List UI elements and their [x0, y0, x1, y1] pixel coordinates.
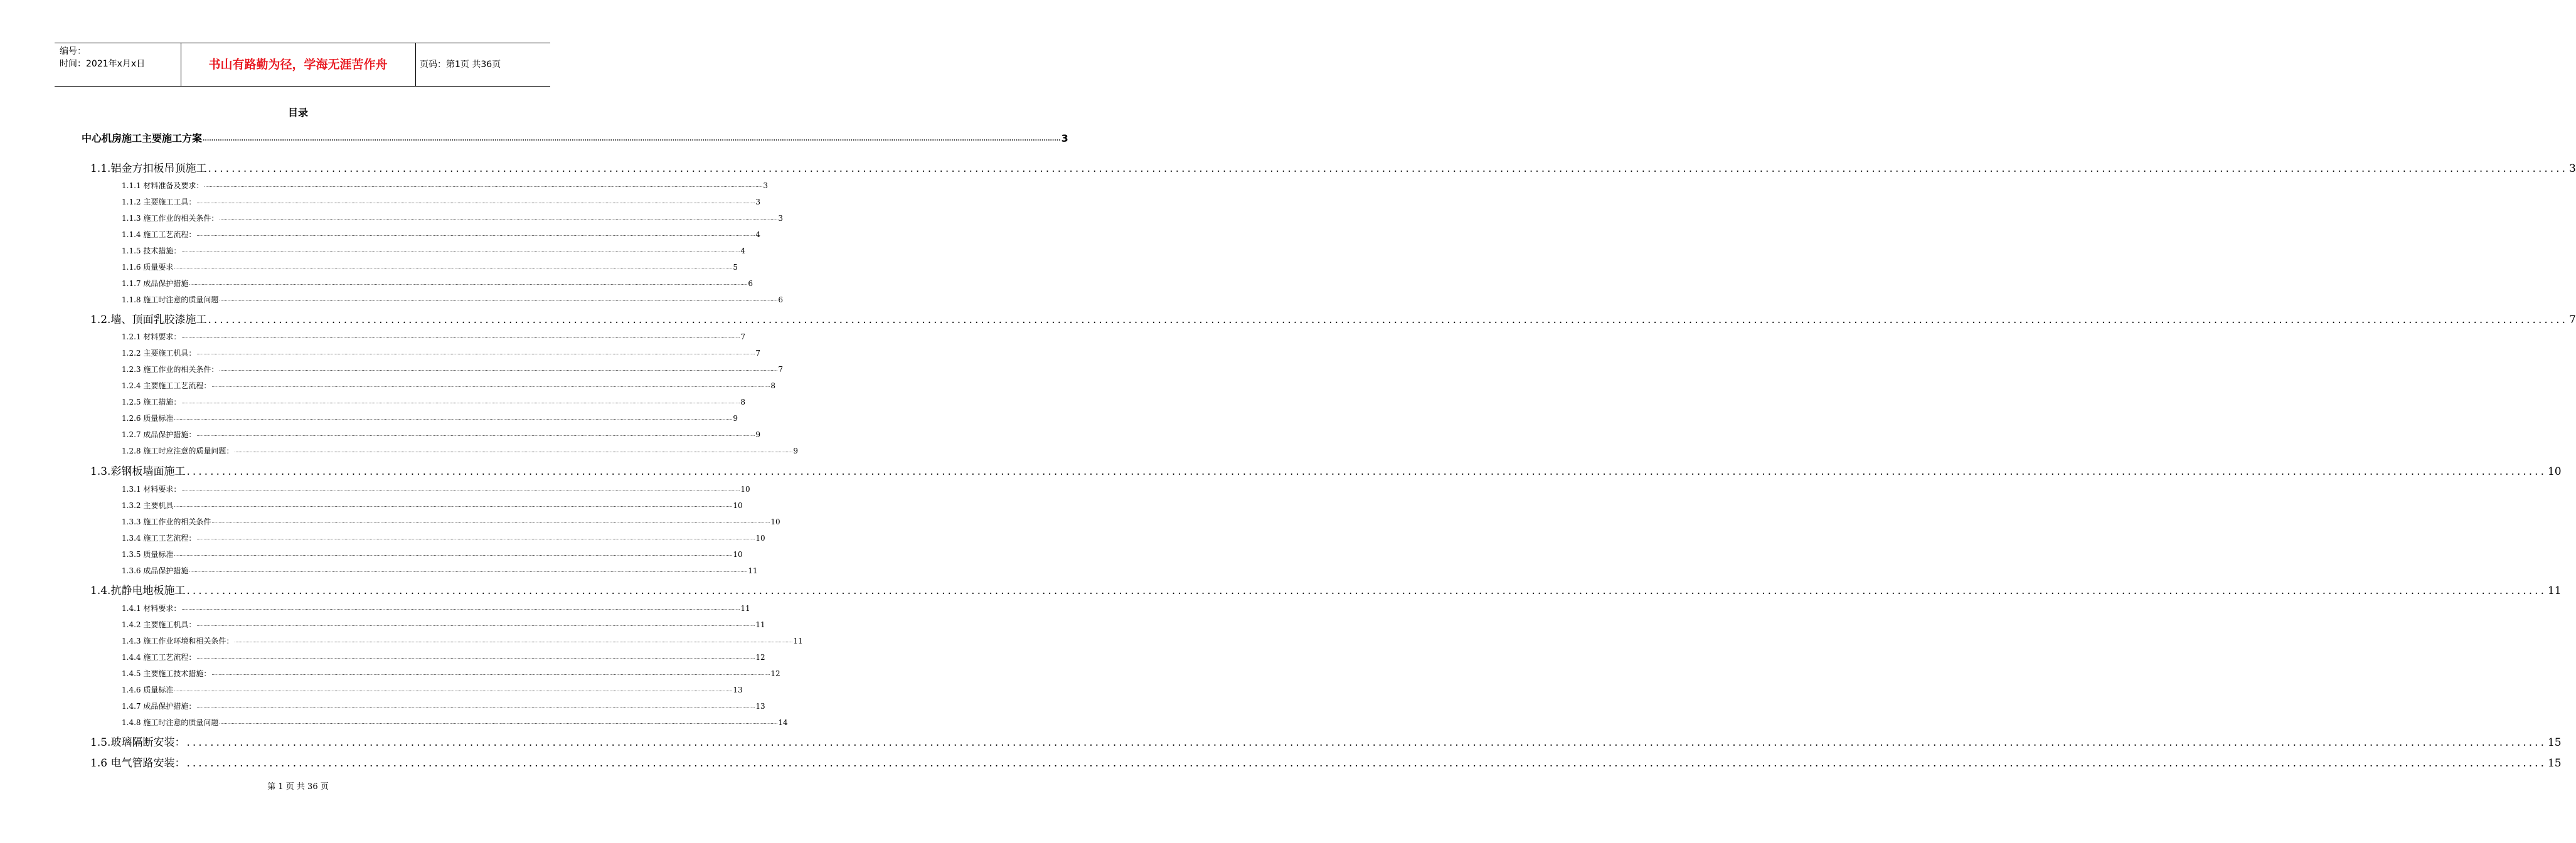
toc-entry-label: 1.2.2 主要施工机具： [122, 349, 196, 358]
toc-entry-label: 1.1.5 技术措施： [122, 247, 181, 255]
toc-entry-page-number: 10 [733, 550, 743, 559]
toc-entry-label: 1.2.8 施工时应注意的质量问题： [122, 447, 234, 455]
toc-entry-level-2[interactable] [90, 311, 2576, 327]
toc-entry-page-number: 6 [778, 295, 784, 304]
toc-dot-leader: ................................................................................................................................................................................................................................................................................................................................................................................................................ [174, 687, 733, 692]
toc-entry-page-number: 15 [2547, 736, 2562, 749]
toc-entry-level-3[interactable] [122, 180, 769, 191]
toc-entry-page-number: 9 [733, 414, 738, 423]
toc-entry-page-number: 4 [740, 247, 746, 255]
toc-entry-page-number: 7 [778, 365, 784, 374]
toc-entry-label: 1.1.2 主要施工工具： [122, 198, 196, 206]
toc-entry-level-3[interactable] [122, 565, 758, 576]
toc-dot-leader: ................................................................................................................................................................................................................................................................................................................................................................................................................ [181, 400, 740, 405]
toc-entry-label: 1.1.4 施工工艺流程： [122, 230, 196, 239]
toc-dot-leader: ................................................................................................................................................................................................................................................................................................................................................................................................................ [203, 136, 1061, 142]
toc-entry-label: 1.3.2 主要机具 [122, 501, 174, 510]
toc-entry-label: 1.4.2 主要施工机具： [122, 620, 196, 629]
toc-entry-level-3[interactable] [122, 347, 761, 359]
toc-entry-label: 1.1.6 质量要求 [122, 263, 174, 272]
toc-dot-leader: ................................................................................................................................................................................................................................................................................................................................................................................................................ [196, 536, 755, 541]
toc-dot-leader: ................................................................................................................................................................................................................................................................................................................................................................................................................ [174, 552, 733, 557]
toc-entry-page-number: 11 [755, 620, 765, 629]
toc-dot-leader: ................................................................................................................................................................................................................................................................................................................................................................................................................ [196, 351, 755, 356]
toc-dot-leader: ................................................................................................................................................................................................................................................................................................................................................................................................................ [234, 448, 793, 453]
toc-entry-label: 1.3.1 材料要求： [122, 485, 181, 494]
toc-entry-label: 1.6 电气管路安装： [90, 757, 186, 770]
toc-entry-page-number: 8 [770, 381, 776, 390]
toc-entry-label: 1.4.6 质量标准 [122, 686, 174, 694]
toc-entry-page-number: 11 [740, 604, 750, 613]
toc-dot-leader: ................................................................................................................................................................................................................................................................................................................................................................................................................ [196, 622, 755, 627]
toc-entry-label: 1.3.3 施工作业的相关条件 [122, 517, 211, 526]
toc-entry-label: 1.2.3 施工作业的相关条件： [122, 365, 219, 374]
page-title: 目录 [287, 107, 308, 119]
toc-entry-label: 1.4.4 施工工艺流程： [122, 653, 196, 662]
toc-entry-level-3[interactable] [122, 500, 743, 511]
toc-dot-leader: ................................................................................................................................................................................................................................................................................................................................................................................................................ [211, 519, 770, 524]
toc-entry-page-number: 11 [748, 566, 758, 575]
toc-entry-level-3[interactable] [122, 635, 803, 647]
toc-entry-level-3[interactable] [122, 413, 738, 424]
toc-entry-level-3[interactable] [122, 701, 765, 712]
toc-entry-page-number: 10 [733, 501, 743, 510]
toc-dot-leader: ................................................................................................................................................................................................................................................................................................................................................................................................................ [234, 639, 793, 644]
toc-entry-page-number: 7 [755, 349, 761, 358]
toc-entry-level-3[interactable] [122, 396, 746, 408]
toc-dot-leader: ................................................................................................................................................................................................................................................................................................................................................................................................................ [181, 606, 740, 611]
number-label: 编号： [60, 46, 86, 56]
document-header [55, 43, 550, 87]
toc-entry-level-3[interactable] [122, 213, 784, 224]
toc-entry-label: 1.3.4 施工工艺流程： [122, 534, 196, 543]
toc-dot-leader: ................................................................................................................................................................................................................................................................................................................................................................................................................ [196, 704, 755, 709]
toc-entry-level-3[interactable] [122, 364, 784, 375]
header-divider [415, 43, 416, 86]
toc-entry-level-3[interactable] [122, 484, 750, 495]
toc-entry-label: 1.4.抗静电地板施工 [90, 585, 186, 597]
toc-entry-page-number: 13 [755, 702, 765, 711]
toc-entry-level-2[interactable] [90, 463, 2562, 479]
toc-entry-label: 1.1.铝金方扣板吊顶施工 [90, 162, 207, 175]
toc-entry-level-3[interactable] [122, 668, 780, 679]
toc-dot-leader: ................................................................................................................................................................................................................................................................................................................................................................................................................ [219, 720, 778, 725]
toc-dot-leader: ................................................................................................................................................................................................................................................................................................................................................................................................................ [208, 162, 2568, 175]
toc-entry-level-3[interactable] [122, 294, 784, 305]
toc-entry-label: 1.2.5 施工措施： [122, 398, 181, 406]
toc-dot-leader: ................................................................................................................................................................................................................................................................................................................................................................................................................ [186, 757, 2547, 770]
toc-entry-page-number: 15 [2547, 757, 2562, 770]
toc-entry-label: 1.5.玻璃隔断安装： [90, 736, 186, 749]
toc-entry-label: 1.2.1 材料要求： [122, 332, 181, 341]
toc-entry-page-number: 11 [793, 637, 803, 645]
toc-dot-leader: ................................................................................................................................................................................................................................................................................................................................................................................................................ [219, 216, 778, 221]
toc-dot-leader: ................................................................................................................................................................................................................................................................................................................................................................................................................ [196, 232, 755, 237]
toc-entry-page-number: 14 [778, 718, 788, 727]
toc-entry-level-3[interactable] [122, 717, 788, 728]
toc-entry-label: 1.3.彩钢板墙面施工 [90, 465, 186, 478]
toc-entry-label: 1.4.3 施工作业环境和相关条件： [122, 637, 234, 645]
toc-entry-level-3[interactable] [122, 652, 765, 663]
toc-entry-label: 1.2.4 主要施工工艺流程： [122, 381, 211, 390]
toc-entry-page-number: 11 [2547, 585, 2562, 597]
toc-entry-level-3[interactable] [122, 196, 761, 208]
toc-entry-page-number: 9 [755, 430, 761, 439]
toc-entry-label: 1.2.墙、顶面乳胶漆施工 [90, 314, 207, 326]
toc-entry-level-3[interactable] [122, 603, 750, 614]
toc-entry-label: 1.1.1 材料准备及要求： [122, 181, 204, 190]
toc-entry-page-number: 3 [778, 214, 784, 223]
toc-entry-level-3[interactable] [122, 684, 743, 696]
toc-entry-level-2[interactable] [90, 755, 2562, 771]
toc-dot-leader: ................................................................................................................................................................................................................................................................................................................................................................................................................ [174, 265, 733, 270]
toc-entry-level-3[interactable] [122, 619, 765, 630]
toc-entry-page-number: 4 [755, 230, 761, 239]
toc-entry-level-2[interactable] [90, 160, 2576, 176]
toc-entry-page-number: 12 [770, 669, 780, 678]
toc-entry-level-3[interactable] [122, 516, 780, 528]
toc-entry-level-3[interactable] [122, 278, 753, 289]
toc-entry-label: 1.4.5 主要施工技术措施： [122, 669, 211, 678]
toc-entry-page-number: 10 [740, 485, 750, 494]
toc-dot-leader: ................................................................................................................................................................................................................................................................................................................................................................................................................ [211, 383, 770, 388]
toc-entry-page-number: 6 [748, 279, 753, 288]
toc-dot-leader: ................................................................................................................................................................................................................................................................................................................................................................................................................ [204, 183, 763, 188]
toc-dot-leader: ................................................................................................................................................................................................................................................................................................................................................................................................................ [181, 248, 740, 253]
toc-dot-leader: ................................................................................................................................................................................................................................................................................................................................................................................................................ [196, 199, 755, 204]
toc-entry-page-number: 3 [2568, 162, 2576, 175]
toc-entry-page-number: 13 [733, 686, 743, 694]
toc-entry-label: 1.2.7 成品保护措施： [122, 430, 196, 439]
toc-dot-leader: ................................................................................................................................................................................................................................................................................................................................................................................................................ [196, 655, 755, 660]
time-label: 时间：2021年x月x日 [60, 59, 146, 69]
toc-entry-page-number: 10 [755, 534, 765, 543]
toc-entry-level-3[interactable] [122, 229, 761, 240]
toc-entry-page-number: 5 [733, 263, 738, 272]
toc-dot-leader: ................................................................................................................................................................................................................................................................................................................................................................................................................ [174, 416, 733, 421]
toc-entry-level-3[interactable] [122, 245, 746, 257]
toc-dot-leader: ................................................................................................................................................................................................................................................................................................................................................................................................................ [189, 281, 748, 286]
toc-entry-page-number: 10 [770, 517, 780, 526]
toc-entry-page-number: 3 [763, 181, 769, 190]
toc-entry-page-number: 3 [755, 198, 761, 206]
toc-dot-leader: ................................................................................................................................................................................................................................................................................................................................................................................................................ [208, 314, 2568, 326]
toc-entry-label: 1.3.6 成品保护措施 [122, 566, 189, 575]
toc-entry-level-3[interactable] [122, 262, 738, 273]
toc-dot-leader: ................................................................................................................................................................................................................................................................................................................................................................................................................ [196, 432, 755, 437]
toc-entry-label: 1.4.8 施工时注意的质量问题 [122, 718, 219, 727]
toc-entry-level-3[interactable] [122, 429, 761, 440]
toc-entry-label: 1.4.1 材料要求： [122, 604, 181, 613]
toc-dot-leader: ................................................................................................................................................................................................................................................................................................................................................................................................................ [181, 334, 740, 339]
toc-entry-level-2[interactable] [90, 582, 2562, 598]
toc-entry-level-3[interactable] [122, 445, 799, 457]
toc-dot-leader: ................................................................................................................................................................................................................................................................................................................................................................................................................ [186, 465, 2547, 478]
toc-entry-page-number: 12 [755, 653, 765, 662]
toc-dot-leader: ................................................................................................................................................................................................................................................................................................................................................................................................................ [186, 585, 2547, 597]
toc-entry-label: 中心机房施工主要施工方案 [82, 132, 203, 144]
toc-entry-label: 1.2.6 质量标准 [122, 414, 174, 423]
toc-entry-page-number: 7 [740, 332, 746, 341]
toc-entry-label: 1.1.8 施工时注意的质量问题 [122, 295, 219, 304]
header-meta [60, 45, 145, 70]
toc-entry-label: 1.4.7 成品保护措施： [122, 702, 196, 711]
header-motto: 书山有路勤为径，学海无涯苦作舟 [208, 58, 388, 72]
toc-entry-page-number: 9 [793, 447, 799, 455]
toc-entry-level-3[interactable] [122, 533, 765, 544]
toc-entry-page-number: 7 [2568, 314, 2576, 326]
toc-dot-leader: ................................................................................................................................................................................................................................................................................................................................................................................................................ [219, 367, 778, 372]
toc-entry-level-3[interactable] [122, 549, 743, 560]
toc-entry-level-2[interactable] [90, 734, 2562, 750]
toc-entry-label: 1.3.5 质量标准 [122, 550, 174, 559]
toc-entry-label: 1.1.3 施工作业的相关条件： [122, 214, 219, 223]
toc-entry-level-3[interactable] [122, 380, 776, 391]
toc-dot-leader: ................................................................................................................................................................................................................................................................................................................................................................................................................ [181, 487, 740, 492]
toc-dot-leader: ................................................................................................................................................................................................................................................................................................................................................................................................................ [219, 297, 778, 302]
toc-entry-level-1[interactable] [82, 130, 1068, 146]
toc-entry-level-3[interactable] [122, 331, 746, 342]
header-page-info: 页码：第1页 共36页 [420, 60, 501, 70]
toc-entry-page-number: 10 [2547, 465, 2562, 478]
toc-dot-leader: ................................................................................................................................................................................................................................................................................................................................................................................................................ [174, 503, 733, 508]
toc-dot-leader: ................................................................................................................................................................................................................................................................................................................................................................................................................ [211, 671, 770, 676]
toc-entry-label: 1.1.7 成品保护措施 [122, 279, 189, 288]
toc-dot-leader: ................................................................................................................................................................................................................................................................................................................................................................................................................ [186, 736, 2547, 749]
toc-dot-leader: ................................................................................................................................................................................................................................................................................................................................................................................................................ [189, 568, 748, 573]
toc-entry-page-number: 3 [1061, 132, 1068, 144]
page-footer: 第 1 页 共 36 页 [267, 782, 329, 792]
toc-entry-page-number: 8 [740, 398, 746, 406]
